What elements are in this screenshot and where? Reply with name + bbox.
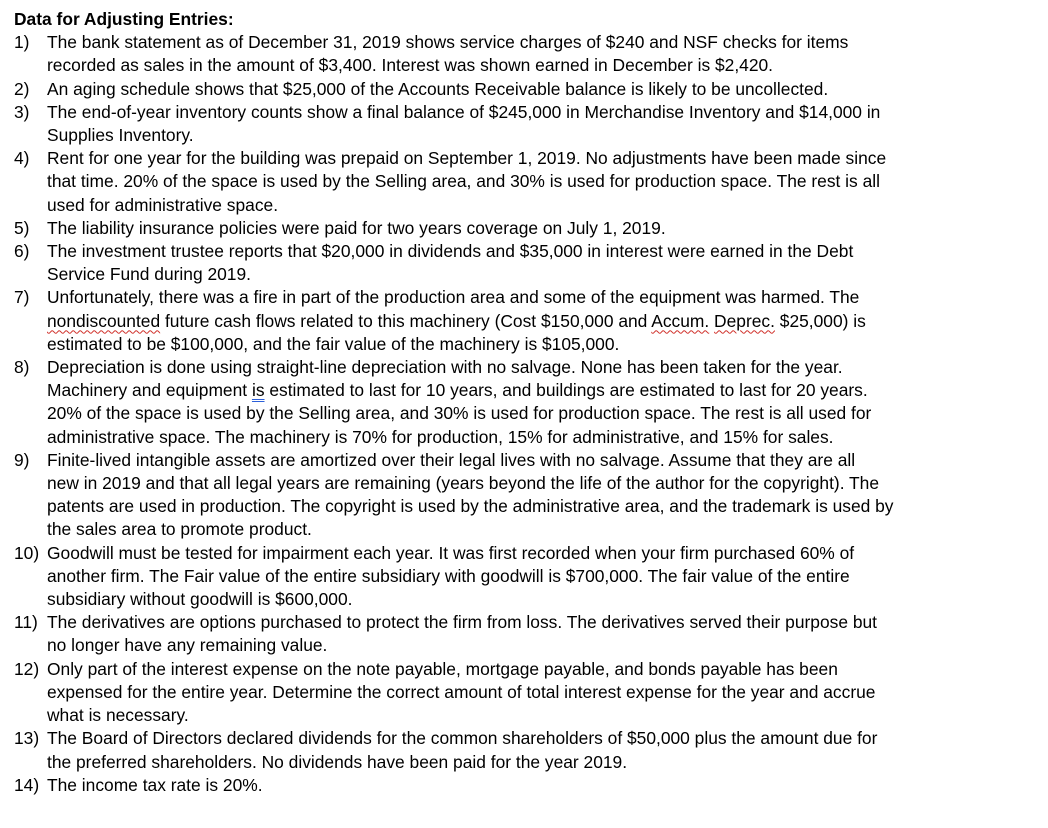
item-text-line: Rent for one year for the building was prepaid on September 1, 2019. No adjustments have been made since [47,148,887,169]
document-title: Data for Adjusting Entries: [14,9,234,29]
list-item [14,611,894,657]
spelling-flagged-word: nondiscounted [47,310,161,331]
item-text-line: administrative space. The machinery is 70% for production, 15% for administrative, and 15% for sales. [47,426,834,447]
item-text-line: The end-of-year inventory counts show a final balance of $245,000 in Merchandise Inventory and $14,000 in [47,101,881,122]
item-text-line: Supplies Inventory. [47,125,194,146]
list-item [14,147,894,217]
item-text-line: used for administrative space. [47,194,279,215]
item-number: 9) [14,449,30,470]
item-text-line: Service Fund during 2019. [47,264,251,285]
item-text-line: new in 2019 and that all legal years are remaining (years beyond the life of the author for the copyright). The [47,473,880,494]
list-item [14,31,894,77]
list-item [14,727,894,773]
spelling-flagged-word: Accum. [651,310,710,331]
list-item [14,658,894,728]
item-number: 14) [14,774,40,795]
list-item [14,774,894,797]
item-number: 8) [14,357,30,378]
item-number: 4) [14,148,30,169]
item-text-line: what is necessary. [47,705,189,726]
grammar-flagged-word: is [251,380,265,401]
item-text-line: the sales area to promote product. [47,519,312,540]
item-text-line: patents are used in production. The copyright is used by the administrative area, and the trademark is used by [47,496,894,517]
item-text-line: The investment trustee reports that $20,000 in dividends and $35,000 in interest were earned in the Debt [47,241,854,262]
list-item [14,286,894,356]
item-number: 11) [14,612,38,633]
text-segment: Machinery and equipment [47,380,252,401]
item-text-line: The Board of Directors declared dividends for the common shareholders of $50,000 plus the amount due for [47,728,878,749]
list-item [14,217,894,240]
list-item [14,542,894,612]
item-number: 10) [14,542,40,563]
item-text-line: The income tax rate is 20%. [47,774,263,795]
item-text-line: recorded as sales in the amount of $3,400. Interest was shown earned in December is $2,420. [47,55,773,76]
item-number: 5) [14,217,30,238]
item-text-line: no longer have any remaining value. [47,635,328,656]
item-text-line: estimated to be $100,000, and the fair value of the machinery is $105,000. [47,333,620,354]
item-number: 2) [14,78,30,99]
item-text-line [47,310,894,333]
list-item [14,356,894,449]
item-text-line: Depreciation is done using straight-line depreciation with no salvage. None has been taken for the year. [47,357,843,378]
text-segment: estimated to last for 10 years, and buildings are estimated to last for 20 years. [264,380,868,401]
adjusting-entries-document [14,8,894,797]
item-text-line: expensed for the entire year. Determine the correct amount of total interest expense for the year and accrue [47,681,876,702]
item-text-line: the preferred shareholders. No dividends have been paid for the year 2019. [47,751,628,772]
item-number: 13) [14,728,40,749]
adjusting-entries-list [14,31,894,797]
item-number: 6) [14,241,30,262]
item-number: 12) [14,658,40,679]
item-text-line: subsidiary without goodwill is $600,000. [47,589,353,610]
item-text-line: that time. 20% of the space is used by the Selling area, and 30% is used for production space. The rest is all [47,171,880,192]
item-text-line: An aging schedule shows that $25,000 of the Accounts Receivable balance is likely to be uncollected. [47,78,829,99]
item-number: 3) [14,101,30,122]
item-text-line: Unfortunately, there was a fire in part of the production area and some of the equipment was harmed. The [47,287,860,308]
item-text-line: Finite-lived intangible assets are amortized over their legal lives with no salvage. Assume that they are all [47,449,856,470]
text-segment: $25,000) is [774,310,866,331]
item-text-line: Only part of the interest expense on the note payable, mortgage payable, and bonds payable has been [47,658,838,679]
item-number: 7) [14,287,30,308]
spelling-flagged-word: Deprec. [714,310,775,331]
list-item [14,449,894,542]
item-text-line: The liability insurance policies were paid for two years coverage on July 1, 2019. [47,217,666,238]
item-text-line: 20% of the space is used by the Selling area, and 30% is used for production space. The rest is all used for [47,403,872,424]
item-number: 1) [14,32,30,53]
item-text-line: The derivatives are options purchased to protect the firm from loss. The derivatives served their purpose but [47,612,878,633]
item-text-line: The bank statement as of December 31, 2019 shows service charges of $240 and NSF checks for items [47,32,849,53]
item-text-line: Goodwill must be tested for impairment each year. It was first recorded when your firm purchased 60% of [47,542,855,563]
list-item [14,240,894,286]
item-text-line [47,379,894,402]
list-item [14,78,894,101]
list-item [14,101,894,147]
item-text-line: another firm. The Fair value of the entire subsidiary with goodwill is $700,000. The fair value of the entire [47,565,850,586]
text-segment: future cash flows related to this machinery (Cost $150,000 and [160,310,652,331]
